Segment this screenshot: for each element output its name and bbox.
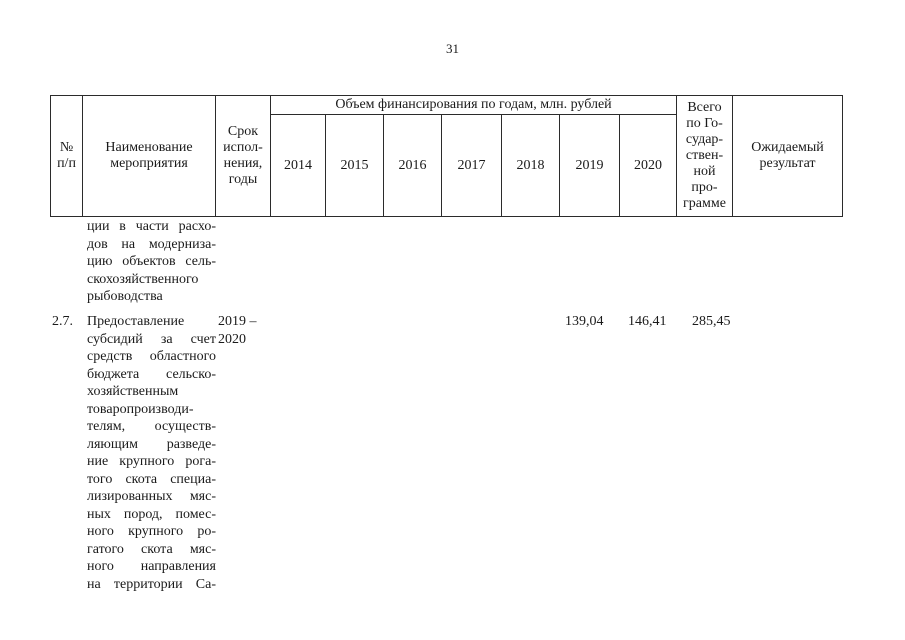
value-2019: 139,04 xyxy=(565,314,604,329)
header-year: 2017 xyxy=(442,115,502,217)
continuation-text: ции в части расхо- дов на модерниза- цию объектов сель- скохозяйственного рыбоводства xyxy=(87,219,216,304)
header-year: 2014 xyxy=(271,115,326,217)
header-year: 2015 xyxy=(326,115,384,217)
header-year: 2019 xyxy=(560,115,620,217)
header-funding: Объем финансирования по годам, млн. рублей xyxy=(271,96,677,115)
row-number: 2.7. xyxy=(52,314,73,329)
row-term: 2019 – 2020 xyxy=(218,314,257,347)
header-number: № п/п xyxy=(51,96,83,217)
header-year: 2018 xyxy=(502,115,560,217)
header-result: Ожидаемый результат xyxy=(733,96,843,217)
header-name: Наименование мероприятия xyxy=(83,96,216,217)
header-year: 2016 xyxy=(384,115,442,217)
page-number: 31 xyxy=(446,41,459,56)
header-term: Срок испол- нения, годы xyxy=(216,96,271,217)
header-total: Всего по Го- судар- ствен- ной про- грамме xyxy=(677,96,733,217)
header-year: 2020 xyxy=(620,115,677,217)
value-total: 285,45 xyxy=(692,314,731,329)
table-header xyxy=(50,95,843,217)
value-2020: 146,41 xyxy=(628,314,667,329)
row-name: Предоставление субсидий за счет средств областного бюджета сельско- хозяйственным товаропроизводи- телям, осуществ- ляющим разведе- ние крупного рога- того скота специа- лизированных мяс- ных пород, помес- ного крупного ро- гатого скота мяс- ного направления на территории Са- xyxy=(87,314,216,592)
